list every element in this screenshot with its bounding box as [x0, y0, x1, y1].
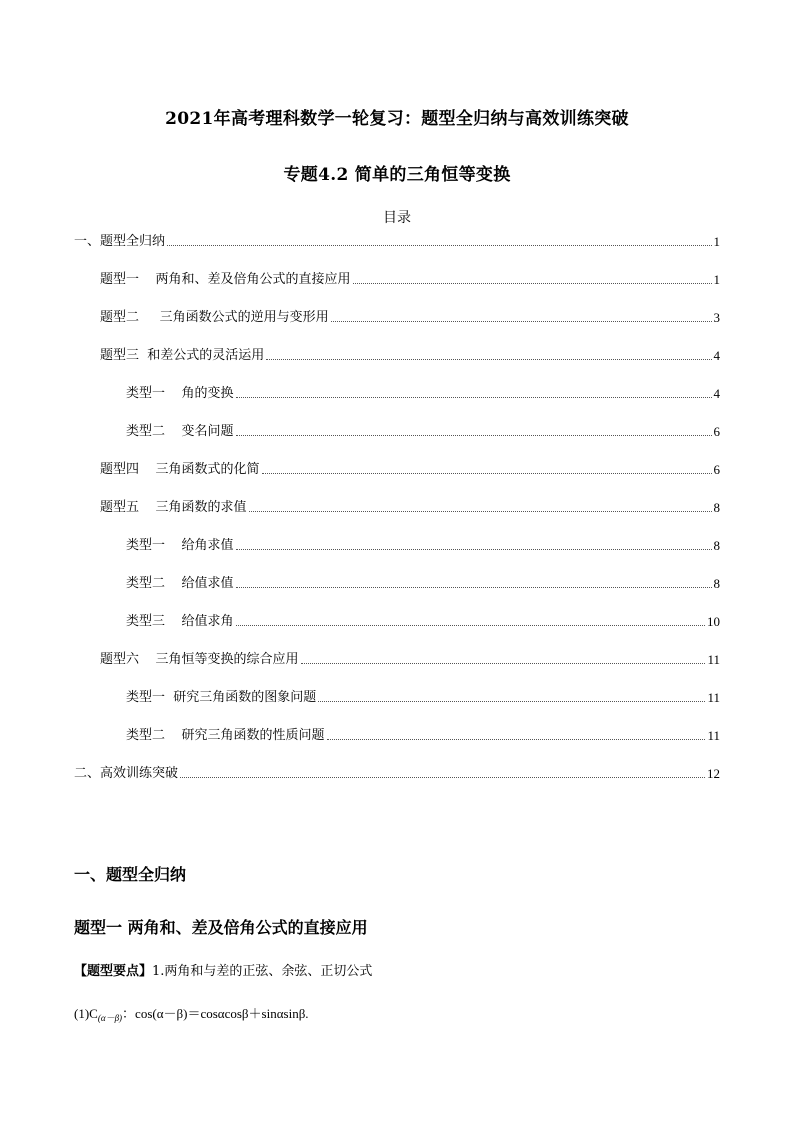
formula-line [74, 1003, 309, 1024]
toc-entry-page: 1 [713, 272, 720, 287]
point-text: 1.两角和与差的正弦、余弦、正切公式 [152, 964, 373, 979]
toc-entry[interactable] [126, 610, 720, 630]
toc-entry[interactable] [100, 648, 720, 668]
toc-dot-leader [318, 700, 705, 702]
toc-dot-leader [236, 434, 712, 436]
toc-entry-label: 类型一 给角求值 [126, 538, 234, 553]
section-heading: 一、题型全归纳 [74, 865, 187, 884]
toc-dot-leader [167, 244, 711, 246]
toc-entry[interactable] [126, 534, 720, 554]
toc-dot-leader [266, 358, 711, 360]
toc-entry-label: 题型五 三角函数的求值 [100, 500, 247, 515]
toc-entry-page: 8 [713, 538, 720, 553]
toc-entry[interactable] [126, 382, 720, 402]
toc-entry-label: 类型一 角的变换 [126, 386, 234, 401]
toc-entry-page: 6 [713, 424, 720, 439]
formula-prefix: (1)C [74, 1006, 98, 1021]
toc-entry[interactable] [126, 686, 720, 706]
toc-entry-label: 题型一 两角和、差及倍角公式的直接应用 [100, 272, 351, 287]
toc-entry[interactable] [100, 268, 720, 288]
toc-entry-page: 12 [707, 766, 720, 781]
toc-entry[interactable] [126, 724, 720, 744]
toc-entry-page: 11 [707, 652, 720, 667]
toc-entry[interactable] [74, 762, 720, 782]
subsection-heading: 题型一 两角和、差及倍角公式的直接应用 [74, 918, 368, 937]
toc-entry-label: 题型四 三角函数式的化简 [100, 462, 260, 477]
toc-dot-leader [353, 282, 712, 284]
document-subtitle: 专题4.2 简单的三角恒等变换 [283, 165, 511, 185]
toc-entry-label: 题型三 和差公式的灵活运用 [100, 348, 265, 363]
toc-entry-page: 3 [713, 310, 720, 325]
formula-body: ：cos(α－β)＝cosαcosβ＋sinαsinβ. [122, 1006, 309, 1021]
toc-entry-label: 题型六 三角恒等变换的综合应用 [100, 652, 299, 667]
toc-entry-page: 10 [707, 614, 720, 629]
toc-dot-leader [236, 624, 705, 626]
toc-entry[interactable] [100, 496, 720, 516]
toc-entry-page: 8 [713, 500, 720, 515]
toc-entry-page: 11 [707, 690, 720, 705]
toc-heading: 目录 [383, 210, 411, 226]
toc-entry-label: 类型一 研究三角函数的图象问题 [126, 690, 317, 705]
toc-entry[interactable] [100, 458, 720, 478]
toc-entry-label: 二、高效训练突破 [74, 766, 179, 781]
formula-subscript: (α－β) [97, 1013, 123, 1023]
toc-entry[interactable] [74, 230, 720, 250]
document-title: 2021年高考理科数学一轮复习：题型全归纳与高效训练突破 [165, 109, 629, 129]
toc-entry-page: 4 [713, 386, 720, 401]
toc-entry-label: 题型二 三角函数公式的逆用与变形用 [100, 310, 329, 325]
toc-dot-leader [180, 776, 705, 778]
toc-entry-label: 类型二 给值求值 [126, 576, 234, 591]
toc-entry-label: 类型二 研究三角函数的性质问题 [126, 728, 325, 743]
toc-entry[interactable] [100, 306, 720, 326]
toc-dot-leader [236, 396, 712, 398]
toc-entry-page: 6 [713, 462, 720, 477]
toc-dot-leader [249, 510, 712, 512]
toc-entry[interactable] [126, 420, 720, 440]
toc-entry-label: 一、题型全归纳 [74, 234, 166, 249]
toc-entry-page: 4 [713, 348, 720, 363]
toc-dot-leader [327, 738, 706, 740]
toc-entry-label: 类型三 给值求角 [126, 614, 234, 629]
toc-dot-leader [331, 320, 712, 322]
toc-entry[interactable] [126, 572, 720, 592]
point-tag: 【题型要点】 [74, 964, 153, 979]
toc-dot-leader [236, 548, 712, 550]
toc-entry[interactable] [100, 344, 720, 364]
toc-dot-leader [262, 472, 712, 474]
toc-dot-leader [236, 586, 712, 588]
toc-entry-label: 类型二 变名问题 [126, 424, 234, 439]
toc-entry-page: 1 [713, 234, 720, 249]
toc-entry-page: 11 [707, 728, 720, 743]
point-paragraph [74, 960, 372, 979]
toc-dot-leader [301, 662, 706, 664]
toc-entry-page: 8 [713, 576, 720, 591]
